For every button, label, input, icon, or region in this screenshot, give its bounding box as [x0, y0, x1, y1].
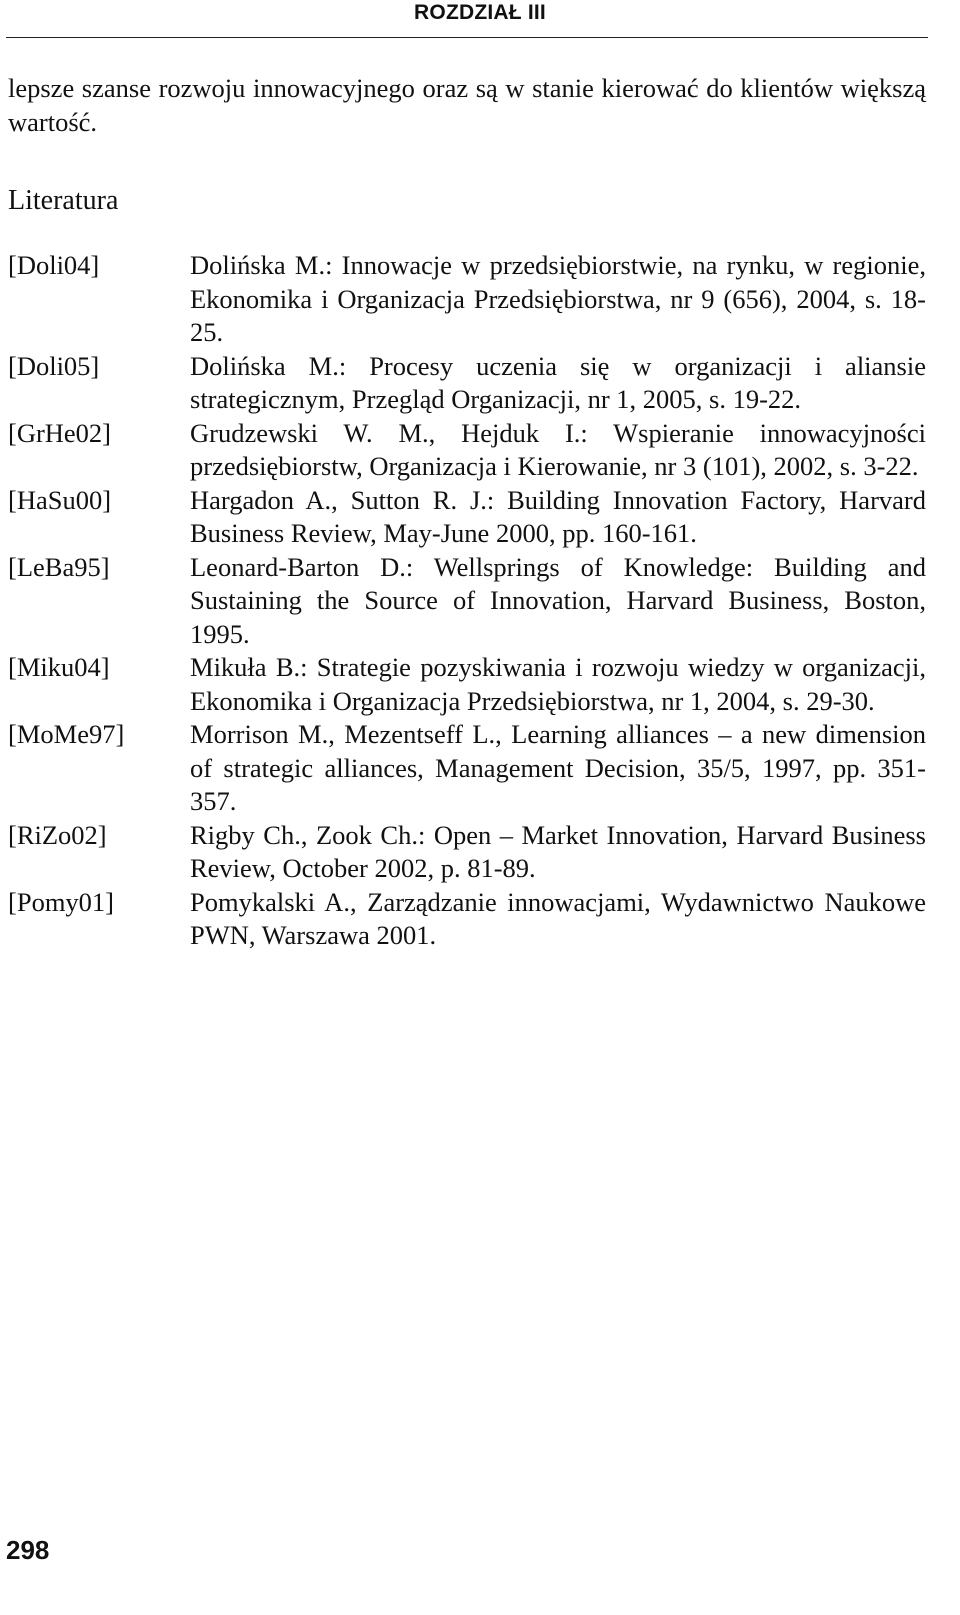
- reference-item: [8, 417, 926, 484]
- reference-item: [8, 484, 926, 551]
- chapter-title: ROZDZIAŁ III: [414, 1, 546, 24]
- reference-text: Leonard-Barton D.: Wellsprings of Knowledge: Building and Sustaining the Source of Innovation, Harvard Business, Boston, 1995.: [190, 551, 926, 649]
- reference-text: Hargadon A., Sutton R. J.: Building Innovation Factory, Harvard Business Review, May-June 2000, pp. 160-161.: [190, 484, 926, 548]
- intro-paragraph: lepsze szanse rozwoju innowacyjnego oraz są w stanie kierować do klientów większą wartość.: [8, 73, 926, 137]
- reference-text: Mikuła B.: Strategie pozyskiwania i rozwoju wiedzy w organizacji, Ekonomika i Organizacja Przedsiębiorstwa, nr 1, 2004, s. 29-30.: [190, 652, 926, 716]
- reference-key: [Pomy01]: [8, 886, 114, 917]
- page-number: 298: [6, 1535, 50, 1565]
- reference-item: [8, 551, 926, 652]
- reference-text: Rigby Ch., Zook Ch.: Open – Market Innovation, Harvard Business Review, October 2002, p. 81-89.: [190, 819, 926, 883]
- section-title: Literatura: [8, 185, 119, 216]
- reference-key: [LeBa95]: [8, 551, 110, 582]
- reference-key: [Doli04]: [8, 250, 100, 280]
- reference-text: Morrison M., Mezentseff L., Learning alliances – a new dimension of strategic alliances, Management Decision, 35/5, 1997, pp. 351-357.: [190, 719, 926, 816]
- reference-key: [GrHe02]: [8, 417, 112, 448]
- reference-text: Dolińska M.: Innowacje w przedsiębiorstwie, na rynku, w regionie, Ekonomika i Organizacja Przedsiębiorstwa, nr 9 (656), 2004, s. 18-25.: [190, 250, 926, 347]
- reference-item: [8, 819, 926, 886]
- reference-item: [8, 886, 926, 953]
- reference-item: [8, 718, 926, 819]
- reference-key: [Miku04]: [8, 652, 110, 682]
- reference-list: [8, 249, 926, 953]
- reference-item: [8, 350, 926, 417]
- page-header: [0, 0, 960, 40]
- reference-key: [Doli05]: [8, 350, 100, 381]
- reference-key: [RiZo02]: [8, 819, 107, 850]
- reference-key: [HaSu00]: [8, 484, 112, 515]
- reference-text: Dolińska M.: Procesy uczenia się w organizacji i aliansie strategicznym, Przegląd Organizacji, nr 1, 2005, s. 19-22.: [190, 350, 926, 414]
- reference-item: [8, 651, 926, 718]
- reference-text: Grudzewski W. M., Hejduk I.: Wspieranie innowacyjności przedsiębiorstw, Organizacja i Kierowanie, nr 3 (101), 2002, s. 3-22.: [190, 417, 926, 481]
- reference-key: [MoMe97]: [8, 719, 125, 749]
- reference-item: [8, 249, 926, 350]
- header-divider: [6, 37, 928, 38]
- reference-text: Pomykalski A., Zarządzanie innowacjami, Wydawnictwo Naukowe PWN, Warszawa 2001.: [190, 886, 926, 950]
